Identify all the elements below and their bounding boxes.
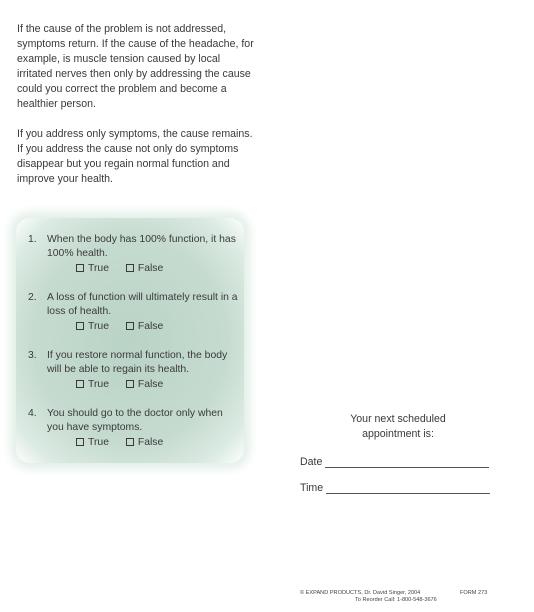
question-text: If you restore normal function, the body will be able to regain its health. [47, 350, 228, 375]
quiz-question-3 [28, 349, 242, 392]
intro-paragraph-2: If you address only symptoms, the cause remains. If you address the cause not only do symptoms disappear but you regain normal function and improve your health. [17, 128, 253, 185]
quiz-question-4 [28, 407, 242, 450]
true-option[interactable] [76, 320, 109, 334]
appointment-heading-line-1: Your next scheduled [350, 413, 446, 425]
true-option[interactable] [76, 262, 109, 276]
false-label: False [137, 263, 164, 274]
question-number: 1. [28, 234, 37, 245]
false-option[interactable] [126, 436, 163, 450]
true-option[interactable] [76, 436, 109, 450]
false-option[interactable] [126, 262, 163, 276]
false-label: False [137, 321, 164, 332]
copyright-text: © EXPAND PRODUCTS, Dr. David Singer, 2004 [300, 590, 421, 596]
true-label: True [88, 437, 109, 448]
appointment-section [300, 412, 496, 494]
question-text: When the body has 100% function, it has 100% health. [47, 234, 236, 259]
checkbox-icon[interactable] [126, 264, 134, 272]
intro-text [17, 22, 257, 202]
checkbox-icon[interactable] [126, 438, 134, 446]
checkbox-icon[interactable] [126, 380, 134, 388]
question-number: 4. [28, 408, 37, 419]
checkbox-icon[interactable] [76, 322, 84, 330]
quiz-panel [16, 218, 244, 463]
quiz-question-2 [28, 291, 242, 334]
question-number: 2. [28, 292, 37, 303]
checkbox-icon[interactable] [126, 322, 134, 330]
checkbox-icon[interactable] [76, 438, 84, 446]
intro-paragraph-1: If the cause of the problem is not addressed, symptoms return. If the cause of the headache, for example, is muscle tension caused by local irritated nerves then only by addressing the cause could you correct the problem and become a healthier person. [17, 23, 254, 110]
quiz-question-1 [28, 233, 242, 276]
time-row [300, 482, 490, 494]
date-field[interactable] [325, 457, 489, 468]
true-option[interactable] [76, 378, 109, 392]
true-label: True [88, 263, 109, 274]
question-text: A loss of function will ultimately result in a loss of health. [47, 292, 238, 317]
false-label: False [137, 437, 164, 448]
form-number: FORM 273 [460, 590, 488, 596]
time-label: Time [300, 482, 324, 494]
date-row [300, 456, 489, 468]
true-label: True [88, 321, 109, 332]
appointment-heading [300, 412, 496, 442]
date-label: Date [300, 456, 323, 468]
checkbox-icon[interactable] [76, 264, 84, 272]
false-option[interactable] [126, 320, 163, 334]
question-number: 3. [28, 350, 37, 361]
checkbox-icon[interactable] [76, 380, 84, 388]
reorder-text: To Reorder Call: 1-800-548-3676 [355, 597, 437, 603]
footer [300, 590, 500, 604]
appointment-heading-line-2: appointment is: [362, 428, 434, 440]
time-field[interactable] [326, 483, 490, 494]
question-text: You should go to the doctor only when you have symptoms. [47, 408, 223, 433]
false-label: False [137, 379, 164, 390]
false-option[interactable] [126, 378, 163, 392]
true-label: True [88, 379, 109, 390]
